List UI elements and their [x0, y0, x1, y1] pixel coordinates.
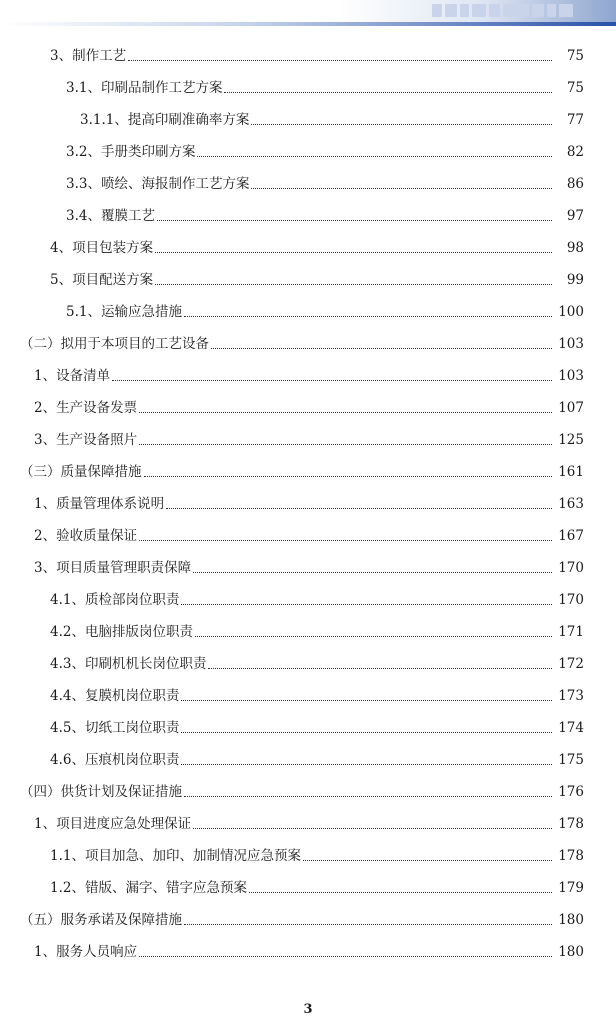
toc-entry[interactable] [0, 616, 584, 640]
toc-entry[interactable] [0, 936, 584, 960]
toc-entry[interactable] [0, 584, 584, 608]
toc-entry[interactable] [0, 808, 584, 832]
company-logo-blurred [432, 2, 582, 19]
toc-entry[interactable] [0, 232, 584, 256]
toc-leader-dots [166, 508, 552, 509]
toc-entry-page: 97 [566, 208, 584, 224]
toc-leader-dots [197, 156, 552, 157]
toc-entry[interactable] [0, 296, 584, 320]
toc-entry-page: 77 [566, 112, 584, 128]
toc-entry-title: 3、生产设备照片 [34, 432, 138, 448]
toc-entry-page: 172 [558, 656, 584, 672]
toc-leader-dots [251, 124, 552, 125]
toc-entry-page: 173 [558, 688, 584, 704]
toc-leader-dots [139, 444, 552, 445]
toc-entry-title: 1、项目进度应急处理保证 [34, 816, 192, 832]
toc-entry-page: 176 [558, 784, 584, 800]
toc-entry-title: 1.1、项目加急、加印、加制情况应急预案 [50, 848, 301, 864]
toc-entry-page: 125 [558, 432, 584, 448]
toc-entry-page: 82 [566, 144, 584, 160]
toc-entry-title: 4.1、质检部岗位职责 [50, 592, 180, 608]
toc-leader-dots [128, 60, 552, 61]
page-header-band [0, 0, 616, 22]
toc-entry-page: 100 [558, 304, 584, 320]
toc-leader-dots [155, 252, 552, 253]
toc-entry-title: 2、验收质量保证 [34, 528, 138, 544]
toc-entry[interactable] [0, 488, 584, 512]
toc-entry[interactable] [0, 264, 584, 288]
toc-leader-dots [193, 572, 552, 573]
toc-entry-title: 1、质量管理体系说明 [34, 496, 165, 512]
toc-entry-page: 86 [566, 176, 584, 192]
toc-leader-dots [211, 348, 552, 349]
toc-entry-page: 175 [558, 752, 584, 768]
toc-entry[interactable] [0, 392, 584, 416]
toc-entry-page: 99 [566, 272, 584, 288]
toc-entry[interactable] [0, 168, 584, 192]
toc-entry[interactable] [0, 520, 584, 544]
toc-leader-dots [181, 604, 552, 605]
toc-entry-page: 103 [558, 368, 584, 384]
toc-entry-page: 167 [558, 528, 584, 544]
toc-entry[interactable] [0, 552, 584, 576]
toc-entry[interactable] [0, 136, 584, 160]
toc-entry[interactable] [0, 40, 584, 64]
toc-entry-page: 170 [558, 592, 584, 608]
toc-entry-title: 4、项目包装方案 [50, 240, 154, 256]
toc-entry-page: 174 [558, 720, 584, 736]
toc-leader-dots [157, 220, 552, 221]
toc-leader-dots [139, 540, 552, 541]
toc-leader-dots [303, 860, 552, 861]
toc-entry-title: 1、设备清单 [34, 368, 111, 384]
toc-entry-title: 3.2、手册类印刷方案 [66, 144, 196, 160]
header-divider-line [0, 22, 616, 26]
toc-entry-page: 179 [558, 880, 584, 896]
toc-leader-dots [249, 892, 552, 893]
toc-entry[interactable] [0, 72, 584, 96]
toc-entry-title: 1.2、错版、漏字、错字应急预案 [50, 880, 247, 896]
toc-entry-page: 171 [558, 624, 584, 640]
toc-entry-page: 107 [558, 400, 584, 416]
toc-entry[interactable] [0, 648, 584, 672]
toc-entry[interactable] [0, 360, 584, 384]
toc-entry[interactable] [0, 872, 584, 896]
toc-entry-page: 180 [558, 912, 584, 928]
toc-leader-dots [144, 476, 553, 477]
toc-entry-title: 3、项目质量管理职责保障 [34, 560, 192, 576]
toc-leader-dots [208, 668, 552, 669]
toc-leader-dots [251, 188, 552, 189]
toc-leader-dots [184, 924, 552, 925]
toc-entry-page: 103 [558, 336, 584, 352]
toc-entry-title: 3、制作工艺 [50, 48, 127, 64]
page-number: 3 [303, 1002, 313, 1017]
toc-leader-dots [181, 732, 552, 733]
toc-leader-dots [112, 380, 552, 381]
toc-entry-page: 98 [566, 240, 584, 256]
toc-entry-title: 4.4、复膜机岗位职责 [50, 688, 180, 704]
toc-leader-dots [155, 284, 552, 285]
toc-entry-page: 170 [558, 560, 584, 576]
toc-entry[interactable] [0, 680, 584, 704]
toc-entry-title: 4.6、压痕机岗位职责 [50, 752, 180, 768]
toc-entry-title: 3.1、印刷品制作工艺方案 [66, 80, 223, 96]
toc-leader-dots [193, 828, 552, 829]
toc-entry-title: 3.4、覆膜工艺 [66, 208, 155, 224]
toc-entry[interactable] [0, 712, 584, 736]
toc-entry-page: 178 [558, 816, 584, 832]
toc-entry-title: 3.1.1、提高印刷准确率方案 [80, 112, 250, 128]
toc-entry-title: （五）服务承诺及保障措施 [20, 912, 182, 928]
toc-entry-page: 178 [558, 848, 584, 864]
toc-entry-title: 5.1、运输应急措施 [66, 304, 182, 320]
toc-entry-title: 1、服务人员响应 [34, 944, 138, 960]
toc-entry[interactable] [0, 200, 584, 224]
toc-entry[interactable] [0, 840, 584, 864]
toc-entry-title: 3.3、喷绘、海报制作工艺方案 [66, 176, 250, 192]
toc-leader-dots [224, 92, 552, 93]
toc-leader-dots [184, 316, 552, 317]
toc-entry-title: （三）质量保障措施 [20, 464, 142, 480]
toc-entry-title: 4.2、电脑排版岗位职责 [50, 624, 193, 640]
toc-leader-dots [139, 956, 552, 957]
toc-entry[interactable] [0, 104, 584, 128]
toc-entry-page: 75 [566, 48, 584, 64]
toc-leader-dots [184, 796, 552, 797]
toc-leader-dots [181, 700, 552, 701]
toc-entry-title: 4.5、切纸工岗位职责 [50, 720, 180, 736]
toc-entry-title: （四）供货计划及保证措施 [20, 784, 182, 800]
toc-entry-title: 2、生产设备发票 [34, 400, 138, 416]
toc-leader-dots [139, 412, 552, 413]
toc-entry[interactable] [0, 904, 584, 928]
toc-entry[interactable] [0, 776, 584, 800]
toc-entry-title: （二）拟用于本项目的工艺设备 [20, 336, 209, 352]
toc-leader-dots [181, 764, 552, 765]
toc-entry[interactable] [0, 456, 584, 480]
toc-entry-page: 161 [558, 464, 584, 480]
toc-entry[interactable] [0, 744, 584, 768]
toc-entry[interactable] [0, 424, 584, 448]
toc-entry-title: 5、项目配送方案 [50, 272, 154, 288]
toc-entry-page: 75 [566, 80, 584, 96]
toc-entry-page: 163 [558, 496, 584, 512]
toc-entry-page: 180 [558, 944, 584, 960]
toc-entry-title: 4.3、印刷机机长岗位职责 [50, 656, 207, 672]
toc-leader-dots [195, 636, 552, 637]
toc-entry[interactable] [0, 328, 584, 352]
